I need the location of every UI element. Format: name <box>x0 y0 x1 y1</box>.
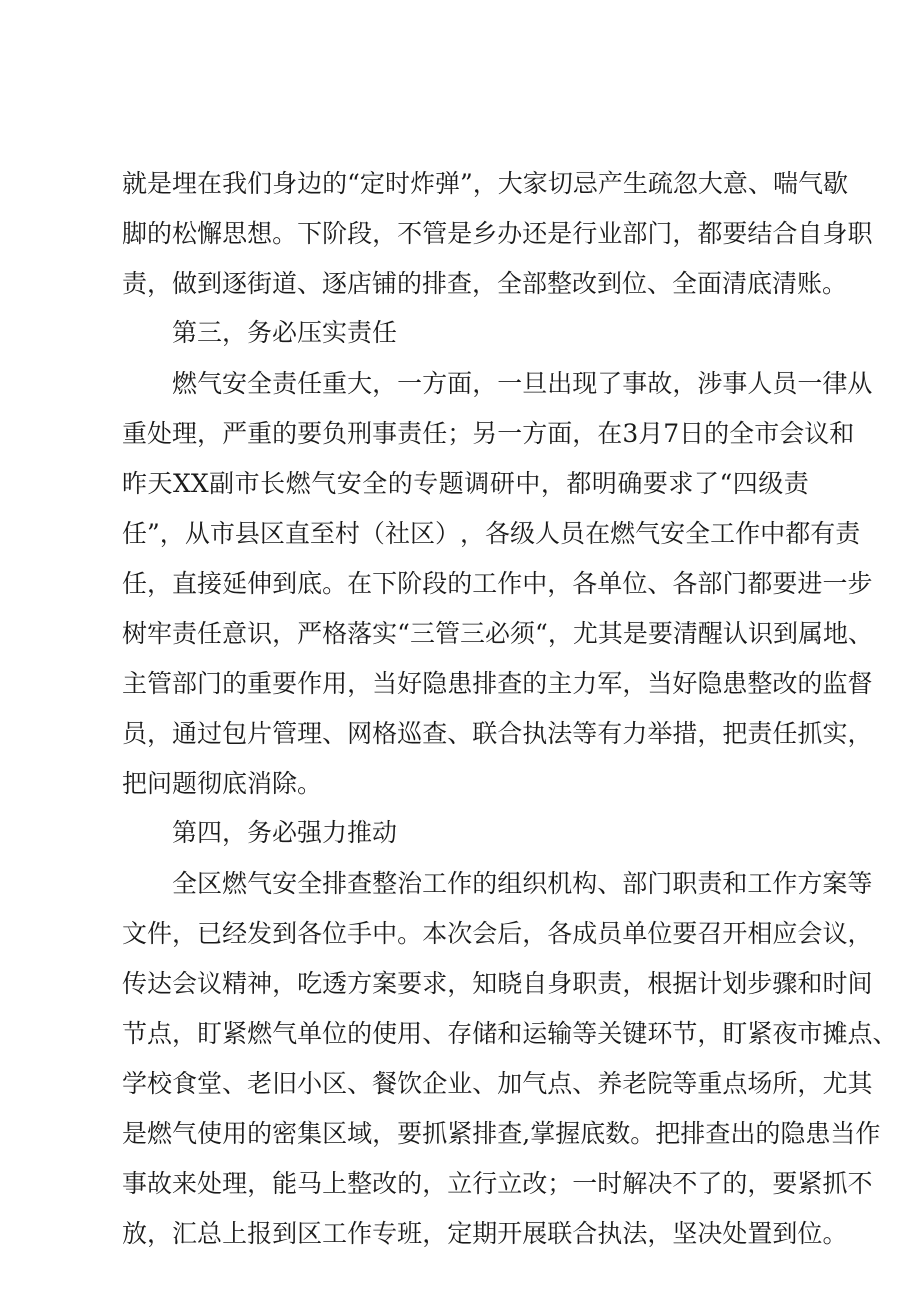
body-line: 任 ， 直 接 延 伸 到 底 。 在 下 阶 段 的 工 作 中 ， 各 单 位 、 各 部 门 都 要 进 一 步 <box>122 569 873 598</box>
body-line: 学 校 食 堂 、 老 旧 小 区 、 餐 饮 企 业 、 加 气 点 、 养 老 院 等 重 点 场 所 ， 尤 其 <box>122 1069 873 1098</box>
body-line: 主 管 部 门 的 重 要 作 用 ， 当 好 隐 患 排 查 的 主 力 军 ， 当 好 隐 患 整 改 的 监 督 <box>122 669 873 698</box>
body-line: 放 ， 汇 总 上 报 到 区 工 作 专 班 ， 定 期 开 展 联 合 执 法 ， 坚 决 处 置 到 位 。 <box>122 1219 848 1248</box>
body-line: 员 ， 通 过 包 片 管 理 、 网 格 巡 查 、 联 合 执 法 等 有 力 举 措 ， 把 责 任 抓 实 ， <box>122 719 873 748</box>
body-line: 文 件 ， 已 经 发 到 各 位 手 中 。 本 次 会 后 ， 各 成 员 单 位 要 召 开 相 应 会 议 ， <box>122 919 873 948</box>
section-heading-3: 第三，务必压实责任 <box>172 318 398 347</box>
body-line: 把问题彻底消除。 <box>122 769 323 798</box>
paragraph-first-line: 燃 气 安 全 责 任 重 大 ， 一 方 面 ， 一 旦 出 现 了 事 故 ， 涉 事 人 员 一 律 从 <box>172 369 873 398</box>
body-line: 是 燃 气 使 用 的 密 集 区 域 ， 要 抓 紧 排 查 , 掌 握 底 数 。 把 排 查 出 的 隐 患 当 作 <box>122 1119 881 1148</box>
body-line: 树 牢 责 任 意 识 ， 严 格 落 实 “ 三 管 三 必 须 “ ， 尤 其 是 要 清 醒 认 识 到 属 地 、 <box>122 619 874 648</box>
body-line: 任 ” ， 从 市 县 区 直 至 村 （ 社 区 ） ， 各 级 人 员 在 燃 气 安 全 工 作 中 都 有 责 <box>122 519 861 548</box>
body-line: 脚 的 松 懈 思 想 。 下 阶 段 ， 不 管 是 乡 办 还 是 行 业 部 门 ， 都 要 结 合 自 身 职 <box>122 219 873 248</box>
body-line: 节 点 ， 盯 紧 燃 气 单 位 的 使 用 、 存 储 和 运 输 等 关 键 环 节 ， 盯 紧 夜 市 摊 点 、 <box>122 1019 898 1048</box>
body-line: 传 达 会 议 精 神 ， 吃 透 方 案 要 求 ， 知 晓 自 身 职 责 ， 根 据 计 划 步 骤 和 时 间 <box>122 969 873 998</box>
body-line: 昨 天 XX 副 市 长 燃 气 安 全 的 专 题 调 研 中 ， 都 明 确 要 求 了 “ 四 级 责 <box>122 469 809 498</box>
body-line: 事 故 来 处 理 ， 能 马 上 整 改 的 ， 立 行 立 改 ； 一 时 解 决 不 了 的 ， 要 紧 抓 不 <box>122 1169 873 1198</box>
body-line: 重 处 理 ， 严 重 的 要 负 刑 事 责 任 ； 另 一 方 面 ， 在 3 月 7 日 的 全 市 会 议 和 <box>122 419 855 448</box>
body-line: 就 是 埋 在 我 们 身 边 的 “ 定 时 炸 弹 ” ， 大 家 切 忌 产 生 疏 忽 大 意 、 喘 气 歇 <box>122 169 848 198</box>
section-heading-4: 第四，务必强力推动 <box>172 818 398 847</box>
paragraph-first-line: 全 区 燃 气 安 全 排 查 整 治 工 作 的 组 织 机 构 、 部 门 职 责 和 工 作 方 案 等 <box>172 869 873 898</box>
body-line: 责，做到逐街道、逐店铺的排查，全部整改到位、全面清底清账。 <box>122 269 848 298</box>
